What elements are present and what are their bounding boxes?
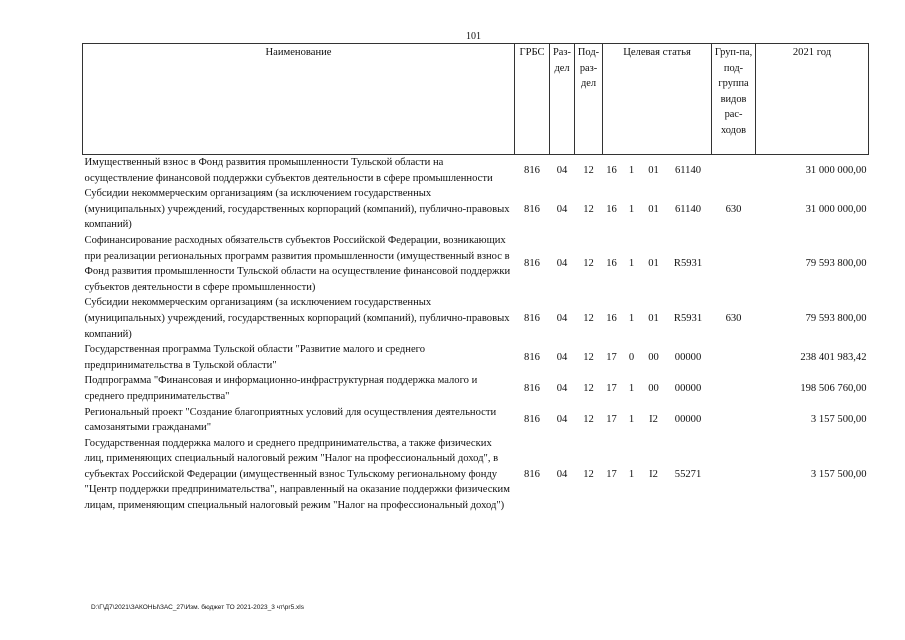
row-razdel: 04 <box>556 383 568 395</box>
row-cs-subprogram: 1 <box>628 383 635 395</box>
row-amount: 198 506 760,00 <box>800 383 867 395</box>
row-name: Субсидии некоммерческим организациям (за исключением государственных (муниципальных) учреждений, государственных корпораций (компаний), публично-правовых компаний) <box>84 188 510 231</box>
row-podrazdel: 12 <box>583 414 594 426</box>
row-grbs: 816 <box>524 468 540 480</box>
row-vid-rashodov <box>712 373 756 404</box>
row-vid-rashodov: 630 <box>725 312 742 324</box>
row-amount: 3 157 500,00 <box>810 414 867 426</box>
row-cs-subprogram: 1 <box>628 414 635 426</box>
row-cs-program: 17 <box>606 351 617 363</box>
table-row <box>83 155 869 187</box>
row-cs-event: 01 <box>648 258 659 270</box>
table-row <box>83 186 869 233</box>
row-amount: 79 593 800,00 <box>805 258 867 270</box>
row-name: Имущественный взнос в Фонд развития промышленности Тульской области на осуществление финансовой поддержки субъектов деятельности в сфере промышленности <box>84 157 493 184</box>
row-cs-program: 17 <box>606 383 617 395</box>
row-cs-direction: 61140 <box>674 203 702 215</box>
table-header-row <box>83 44 869 155</box>
row-cs-event: 01 <box>648 312 659 324</box>
row-amount: 238 401 983,42 <box>800 351 867 363</box>
budget-table <box>82 43 869 514</box>
row-cs-subprogram: 0 <box>628 351 635 363</box>
row-cs-direction: 61140 <box>674 164 702 176</box>
row-razdel: 04 <box>556 312 568 324</box>
row-vid-rashodov: 630 <box>725 203 742 215</box>
row-grbs: 816 <box>524 258 540 270</box>
row-cs-event: 00 <box>648 383 659 395</box>
row-podrazdel: 12 <box>583 468 594 480</box>
row-cs-direction: R5931 <box>673 312 703 324</box>
table-row <box>83 295 869 342</box>
row-cs-event: I2 <box>649 414 658 426</box>
table-row <box>83 373 869 404</box>
row-podrazdel: 12 <box>583 203 594 215</box>
row-amount: 79 593 800,00 <box>805 312 867 324</box>
row-vid-rashodov <box>712 405 756 436</box>
row-vid-rashodov <box>712 436 756 514</box>
row-podrazdel: 12 <box>583 164 594 176</box>
header-grbs: ГРБС <box>515 44 550 155</box>
row-cs-event: I2 <box>649 468 658 480</box>
row-podrazdel: 12 <box>583 312 594 324</box>
row-razdel: 04 <box>556 468 568 480</box>
row-cs-subprogram: 1 <box>628 312 635 324</box>
row-amount: 31 000 000,00 <box>805 164 867 176</box>
row-grbs: 816 <box>524 383 540 395</box>
row-razdel: 04 <box>556 414 568 426</box>
row-grbs: 816 <box>524 312 540 324</box>
row-podrazdel: 12 <box>583 383 594 395</box>
header-razdel: Раз-дел <box>550 44 575 155</box>
row-name: Государственная программа Тульской области "Развитие малого и среднего предпринимательства в Тульской области" <box>84 344 426 371</box>
row-razdel: 04 <box>556 351 568 363</box>
footer-file-path: D:\Г\Д7\2021\ЗАКОНЫ\ЗАС_27\Изм. бюджет ТО 2021-2023_3 чт\pr5.xls <box>91 604 304 611</box>
row-cs-event: 00 <box>648 351 659 363</box>
row-razdel: 04 <box>556 258 568 270</box>
row-vid-rashodov <box>712 155 756 187</box>
header-celevaya-statya: Целевая статья <box>603 44 712 155</box>
row-name: Софинансирование расходных обязательств субъектов Российской Федерации, возникающих при реализации региональных программ развития промышленности (имущественный взнос в Фонд развития промышленности Тульской области на осуществление финансовой поддержки субъектов деятельности в сфере промышленности) <box>84 234 511 293</box>
row-cs-subprogram: 1 <box>628 468 635 480</box>
header-vid-rashodov: Груп-па, под-группа видов рас-ходов <box>712 44 756 155</box>
row-cs-direction: R5931 <box>673 258 703 270</box>
row-razdel: 04 <box>556 203 568 215</box>
row-cs-direction: 55271 <box>674 468 702 480</box>
table-row <box>83 436 869 514</box>
row-cs-event: 01 <box>648 164 659 176</box>
header-podrazdel: Под-раз-дел <box>575 44 603 155</box>
row-cs-direction: 00000 <box>674 383 702 395</box>
header-name: Наименование <box>83 44 515 155</box>
header-year-2021: 2021 год <box>756 44 869 155</box>
page-number: 101 <box>466 31 481 42</box>
row-cs-program: 16 <box>606 203 617 215</box>
row-grbs: 816 <box>524 351 540 363</box>
row-name: Субсидии некоммерческим организациям (за исключением государственных (муниципальных) учреждений, государственных корпораций (компаний), публично-правовых компаний) <box>84 297 510 340</box>
row-name: Подпрограмма "Финансовая и информационно-инфраструктурная поддержка малого и среднего предпринимательства" <box>84 375 478 402</box>
row-cs-event: 01 <box>648 203 659 215</box>
row-cs-program: 17 <box>606 414 617 426</box>
row-amount: 3 157 500,00 <box>810 468 867 480</box>
row-grbs: 816 <box>524 164 540 176</box>
row-vid-rashodov <box>712 233 756 295</box>
table-row <box>83 233 869 295</box>
row-vid-rashodov <box>712 342 756 373</box>
table-body <box>83 155 869 514</box>
row-cs-subprogram: 1 <box>628 258 635 270</box>
row-name: Государственная поддержка малого и среднего предпринимательства, а также физических лиц, применяющих специальный налоговый режим "Налог на профессиональный доход", в субъектах Российской Федерации (имущественный взнос Тульскому региональному фонду "Центр поддержки предпринимательства", направленный на оказание поддержки физическим лицам, применяющим специальный налоговый режим "Налог на профессиональный доход") <box>84 437 510 512</box>
row-cs-program: 16 <box>606 258 617 270</box>
row-name: Региональный проект "Создание благоприятных условий для осуществления деятельности самозанятыми гражданами" <box>84 406 497 434</box>
row-cs-program: 17 <box>606 468 617 480</box>
row-cs-subprogram: 1 <box>628 203 635 215</box>
row-cs-direction: 00000 <box>674 414 702 426</box>
row-cs-program: 16 <box>606 164 617 176</box>
row-cs-subprogram: 1 <box>628 164 635 176</box>
row-grbs: 816 <box>524 203 540 215</box>
row-amount: 31 000 000,00 <box>805 203 867 215</box>
row-cs-direction: 00000 <box>674 351 702 363</box>
table-row <box>83 405 869 436</box>
row-grbs: 816 <box>524 414 540 426</box>
row-podrazdel: 12 <box>583 351 594 363</box>
table-row <box>83 342 869 373</box>
row-razdel: 04 <box>556 164 568 176</box>
row-cs-program: 16 <box>606 312 617 324</box>
row-podrazdel: 12 <box>583 258 594 270</box>
